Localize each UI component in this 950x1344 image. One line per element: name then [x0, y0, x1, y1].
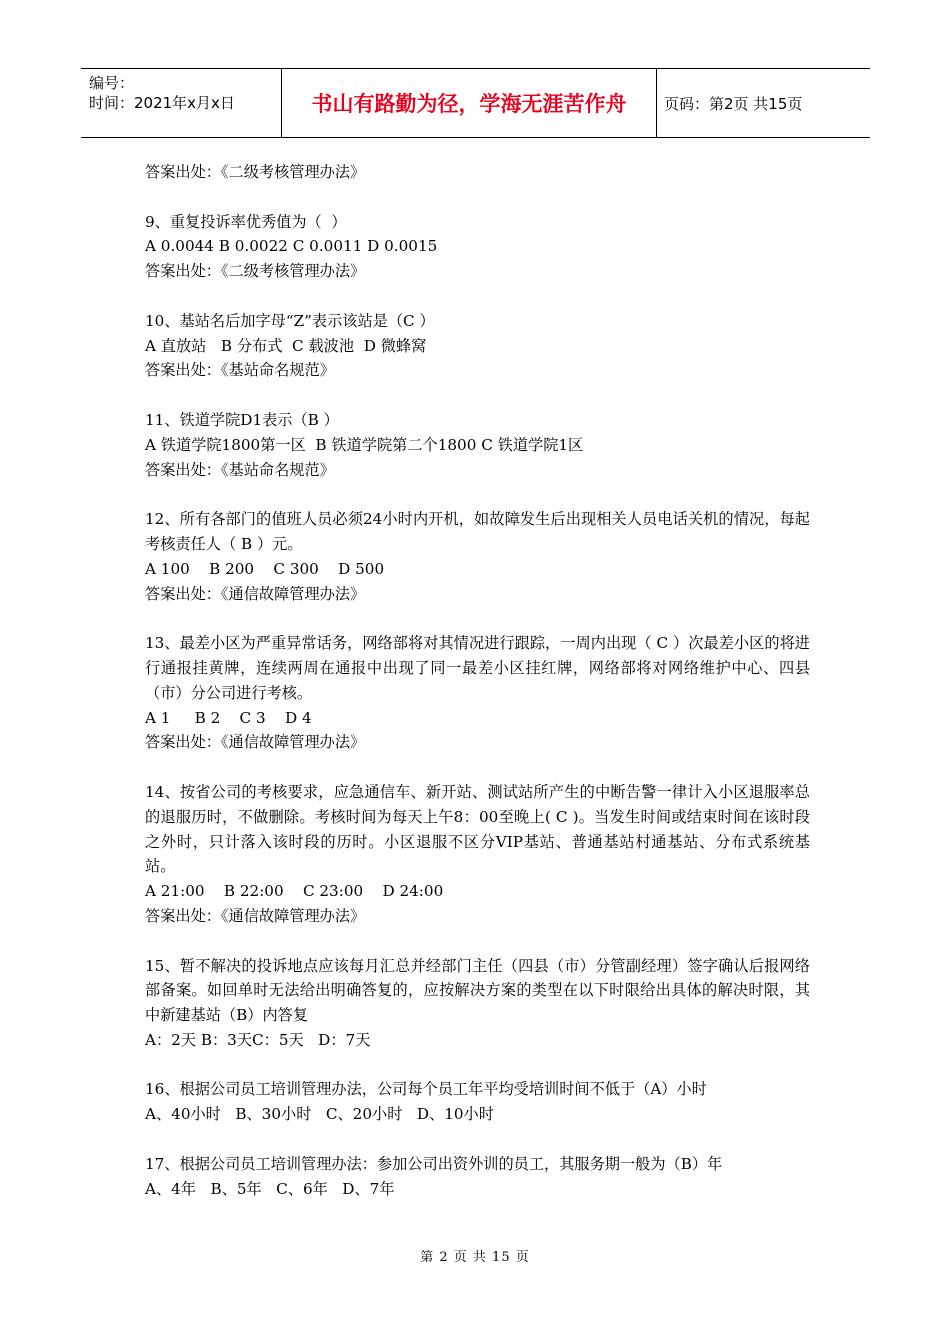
question-options: A 100 B 200 C 300 D 500 — [145, 559, 385, 578]
question-options: A、40小时 B、30小时 C、20小时 D、10小时 — [145, 1105, 494, 1124]
question-text: 17、根据公司员工培训管理办法：参加公司出资外训的员工，其服务期一般为（B）年 — [145, 1154, 723, 1173]
page-footer: 第 2 页 共 15 页 — [420, 1250, 530, 1265]
question-text: 16、根据公司员工培训管理办法，公司每个员工年平均受培训时间不低于（A）小时 — [145, 1080, 707, 1099]
question-block — [145, 408, 810, 482]
question-options: A 0.0044 B 0.0022 C 0.0011 D 0.0015 — [145, 237, 438, 256]
question-text: 10、基站名后加字母“Z”表示该站是（C ） — [145, 311, 435, 330]
question-text: 15、暂不解决的投诉地点应该每月汇总并经部门主任（四县（市）分管副经理）签字确认后报网络部备案。如回单时无法给出明确答复的，应按解决方案的类型在以下时限给出具体的解决时限，其中新建基站（B）内答复 — [145, 956, 810, 1025]
question-options: A 21:00 B 22:00 C 23:00 D 24:00 — [145, 882, 444, 901]
document-header — [81, 68, 870, 138]
question-block — [145, 1152, 810, 1202]
question-text: 12、所有各部门的值班人员必须24小时内开机，如故障发生后出现相关人员电话关机的情况，每起考核责任人（ B ）元。 — [145, 510, 810, 553]
question-options: A、4年 B、5年 C、6年 D、7年 — [145, 1179, 395, 1198]
header-meta-cell — [81, 69, 282, 137]
question-block — [145, 780, 810, 929]
question-block — [145, 309, 810, 383]
question-text: 11、铁道学院D1表示（B ） — [145, 410, 339, 429]
header-number-label: 编号： — [89, 74, 135, 92]
answer-source: 答案出处：《基站命名规范》 — [145, 460, 335, 479]
header-date-label: 时间：2021年x月x日 — [89, 94, 235, 112]
answer-source: 答案出处：《通信故障管理办法》 — [145, 733, 366, 752]
answer-source: 答案出处：《通信故障管理办法》 — [145, 584, 366, 603]
question-text: 9、重复投诉率优秀值为（ ） — [145, 212, 347, 231]
question-options: A：2天 B：3天C：5天 D：7天 — [145, 1030, 371, 1049]
header-page-label: 页码：第2页 共15页 — [664, 94, 803, 113]
question-text: 14、按省公司的考核要求，应急通信车、新开站、测试站所产生的中断告警一律计入小区退服率总的退服历时，不做删除。考核时间为每天上午8：00至晚上( C )。当发生时间或结束时间在该时段之外时，只计落入该时段的历时。小区退服不区分VIP基站、普通基站村通基站、分布式系统基站。 — [145, 782, 810, 876]
question-block — [145, 507, 810, 606]
question-options: A 铁道学院1800第一区 B 铁道学院第二个1800 C 铁道学院1区 — [145, 435, 584, 454]
question-options: A 1 B 2 C 3 D 4 — [145, 708, 312, 727]
question-options: A 直放站 B 分布式 C 载波池 D 微蜂窝 — [145, 336, 427, 355]
question-text: 13、最差小区为严重异常话务，网络部将对其情况进行跟踪，一周内出现（ C ）次最差小区的将进行通报挂黄牌，连续两周在通报中出现了同一最差小区挂红牌，网络部将对网络维护中心、四县（市）分公司进行考核。 — [145, 634, 810, 702]
document-body — [145, 160, 810, 1201]
question-block — [145, 1077, 810, 1127]
question-block — [145, 210, 810, 284]
question-block — [145, 954, 810, 1053]
header-motto: 书山有路勤为径，学海无涯苦作舟 — [282, 69, 657, 137]
answer-source: 答案出处：《通信故障管理办法》 — [145, 906, 366, 925]
answer-source: 答案出处：《二级考核管理办法》 — [145, 163, 366, 181]
answer-source: 答案出处：《基站命名规范》 — [145, 361, 335, 380]
answer-source: 答案出处：《二级考核管理办法》 — [145, 262, 366, 281]
question-block — [145, 160, 810, 185]
question-block — [145, 631, 810, 755]
